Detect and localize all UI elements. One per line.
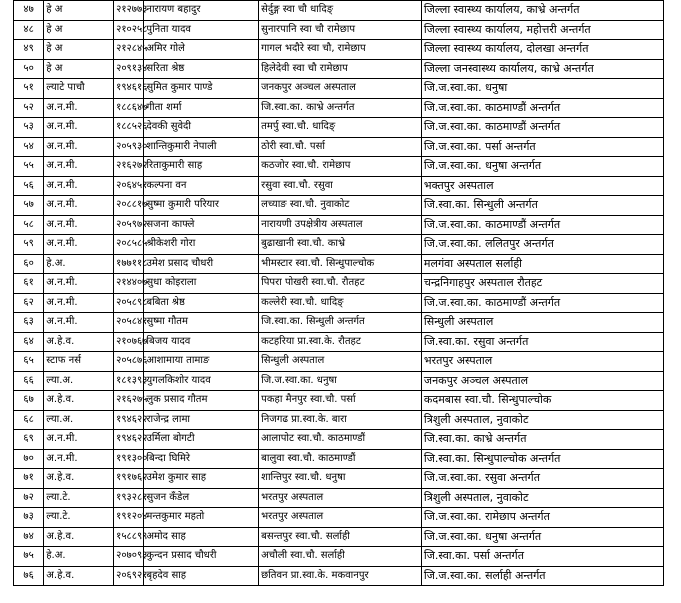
serial-number-cell: ७५	[14, 547, 44, 567]
transfer-office-cell: सिन्धुली अस्पताल	[421, 313, 663, 333]
transfer-office-cell: जि.स्वा.का. पर्सा अन्तर्गत	[421, 547, 663, 567]
staff-code-cell: १९४६१६	[114, 79, 144, 99]
employee-name-cell: सुधा कोइराला	[144, 274, 259, 294]
employee-name-cell: सुमित कुमार पाण्डे	[144, 79, 259, 99]
table-row	[14, 547, 664, 567]
serial-number-cell: ७३	[14, 508, 44, 528]
current-office-cell: जि.ज.स्वा.का. धनुषा	[259, 371, 422, 391]
staff-code-cell: १९१७६२	[114, 469, 144, 489]
post-cell: ल्याटे पाचौ	[44, 79, 114, 99]
current-office-cell: सुनारपानि स्वा चौ रामेछाप	[259, 20, 422, 40]
transfer-office-cell: जिल्ला स्वास्थ्य कार्यालय, काभ्रे अन्तर्गत	[421, 1, 663, 21]
transfer-office-cell: चन्द्रनिगाहपुर अस्पताल रौतहट	[421, 274, 663, 294]
serial-number-cell: ७१	[14, 469, 44, 489]
staff-code-cell: १८१३९३	[114, 371, 144, 391]
table-row	[14, 410, 664, 430]
post-cell: अ.न.मी.	[44, 274, 114, 294]
serial-number-cell: ५४	[14, 137, 44, 157]
post-cell: अ.न.मी.	[44, 137, 114, 157]
transfer-office-cell: जि.स्वा.का. रसुवा अन्तर्गत	[421, 332, 663, 352]
employee-name-cell: देवकी सुवेदी	[144, 118, 259, 138]
transfer-office-cell: कदमबास स्वा.चौ. सिन्धुपाल्चोक	[421, 391, 663, 411]
transfer-office-cell: जि.स्वा.का. सिन्धुली अन्तर्गत	[421, 196, 663, 216]
current-office-cell: बसन्तपुर स्वा.चौ. सर्लाही	[259, 527, 422, 547]
table-row	[14, 59, 664, 79]
staff-code-cell: २०५८४१	[114, 313, 144, 333]
table-row	[14, 293, 664, 313]
post-cell: अ.हे.व.	[44, 332, 114, 352]
current-office-cell: भरतपुर अस्पताल	[259, 508, 422, 528]
table-row	[14, 235, 664, 255]
current-office-cell: गागल भदौरे स्वा चौ, रामेछाप	[259, 40, 422, 60]
post-cell: अ.न.मी.	[44, 430, 114, 450]
table-row	[14, 391, 664, 411]
transfer-office-cell: त्रिशुली अस्पताल, नुवाकोट	[421, 410, 663, 430]
table-row	[14, 332, 664, 352]
serial-number-cell: ७०	[14, 449, 44, 469]
serial-number-cell: ५२	[14, 98, 44, 118]
employee-name-cell: शान्तिकुमारी नेपाली	[144, 137, 259, 157]
table-row	[14, 449, 664, 469]
post-cell: स्टाफ नर्स	[44, 352, 114, 372]
transfer-table-body	[14, 1, 664, 586]
current-office-cell: आलापोट स्वा.चौ. काठमाण्डौं	[259, 430, 422, 450]
employee-name-cell: राजेन्द्र लामा	[144, 410, 259, 430]
employee-name-cell: बृहदेव साह	[144, 566, 259, 586]
table-row	[14, 98, 664, 118]
serial-number-cell: ४७	[14, 1, 44, 21]
serial-number-cell: ५९	[14, 235, 44, 255]
current-office-cell: कल्लेरी स्वा.चौ. धादिङ्	[259, 293, 422, 313]
employee-name-cell: नारायण बहादुर	[144, 1, 259, 21]
post-cell: अ.हे.व.	[44, 469, 114, 489]
staff-code-cell: १९३२८१	[114, 488, 144, 508]
employee-name-cell: आशामाया तामाङ	[144, 352, 259, 372]
table-row	[14, 508, 664, 528]
current-office-cell: कटहरिया प्रा.स्वा.के. रौतहट	[259, 332, 422, 352]
staff-code-cell: २१६२७५	[114, 391, 144, 411]
post-cell: अ.न.मी.	[44, 215, 114, 235]
employee-name-cell: पुनिता यादव	[144, 20, 259, 40]
post-cell: अ.न.मी.	[44, 235, 114, 255]
table-row	[14, 527, 664, 547]
table-row	[14, 118, 664, 138]
transfer-office-cell: जि.ज.स्वा.का. काठमाण्डौं अन्तर्गत	[421, 293, 663, 313]
staff-code-cell: २०८८१७	[114, 196, 144, 216]
serial-number-cell: ६७	[14, 391, 44, 411]
post-cell: ल्या.टे.	[44, 488, 114, 508]
employee-name-cell: मन्तकुमार महतो	[144, 508, 259, 528]
post-cell: हे.अ.	[44, 547, 114, 567]
post-cell: अ.हे.व.	[44, 527, 114, 547]
transfer-office-cell: भक्तपुर अस्पताल	[421, 176, 663, 196]
employee-name-cell: कल्पना वन	[144, 176, 259, 196]
employee-name-cell: अमोद साह	[144, 527, 259, 547]
staff-code-cell: १७७११८	[114, 254, 144, 274]
post-cell: हे अ	[44, 1, 114, 21]
current-office-cell: अचौली स्वा.चौ. सर्लाही	[259, 547, 422, 567]
table-row	[14, 313, 664, 333]
current-office-cell: सेर्दुङ्ग स्वा चौ धादिङ्	[259, 1, 422, 21]
employee-name-cell: श्रीकेशरी गोरा	[144, 235, 259, 255]
current-office-cell: पकहा मैनपुर स्वा.चौ. पर्सा	[259, 391, 422, 411]
serial-number-cell: ७६	[14, 566, 44, 586]
transfer-office-cell: जि.ज.स्वा.का. धनुषा अन्तर्गत	[421, 527, 663, 547]
transfer-office-cell: जि.ज.स्वा.का. रसुवा अन्तर्गत	[421, 469, 663, 489]
transfer-table	[13, 0, 664, 586]
current-office-cell: जि.स्वा.का. सिन्धुली अन्तर्गत	[259, 313, 422, 333]
transfer-office-cell: जिल्ला स्वास्थ्य कार्यालय, महोत्तरी अन्तर्गत	[421, 20, 663, 40]
serial-number-cell: ४९	[14, 40, 44, 60]
current-office-cell: भीमस्टार स्वा.चौ. सिन्धुपाल्चोक	[259, 254, 422, 274]
current-office-cell: हिलेदेवी स्वा चौ रामेछाप	[259, 59, 422, 79]
employee-name-cell: सुष्मा कुमारी परियार	[144, 196, 259, 216]
post-cell: अ.न.मी.	[44, 196, 114, 216]
staff-code-cell: २०८५८५	[114, 235, 144, 255]
transfer-office-cell: जि.ज.स्वा.का. काठमाण्डौं अन्तर्गत	[421, 215, 663, 235]
staff-code-cell: २०७०९३	[114, 547, 144, 567]
serial-number-cell: ६३	[14, 313, 44, 333]
current-office-cell: लच्याङ स्वा.चौ. नुवाकोट	[259, 196, 422, 216]
table-row	[14, 566, 664, 586]
employee-name-cell: उर्मिला बोगटी	[144, 430, 259, 450]
staff-code-cell: २०५८७६	[114, 352, 144, 372]
serial-number-cell: ६६	[14, 371, 44, 391]
staff-code-cell: १८८६४७	[114, 98, 144, 118]
post-cell: ल्या.टे.	[44, 508, 114, 528]
table-row	[14, 176, 664, 196]
serial-number-cell: ७४	[14, 527, 44, 547]
serial-number-cell: ५७	[14, 196, 44, 216]
table-row	[14, 196, 664, 216]
current-office-cell: छतिवन प्रा.स्वा.के. मकवानपुर	[259, 566, 422, 586]
staff-code-cell: १८८५२६	[114, 118, 144, 138]
serial-number-cell: ५८	[14, 215, 44, 235]
post-cell: अ.न.मी.	[44, 449, 114, 469]
staff-code-cell: १९१२०४	[114, 508, 144, 528]
table-row	[14, 371, 664, 391]
table-row	[14, 469, 664, 489]
table-row	[14, 157, 664, 177]
post-cell: अ.न.मी.	[44, 157, 114, 177]
employee-name-cell: बिजय यादव	[144, 332, 259, 352]
serial-number-cell: ६५	[14, 352, 44, 372]
transfer-office-cell: जि.ज.स्वा.का. रामेछाप अन्तर्गत	[421, 508, 663, 528]
transfer-office-cell: जि.स्वा.का. काभ्रे अन्तर्गत	[421, 430, 663, 450]
current-office-cell: जनकपुर अञ्चल अस्पताल	[259, 79, 422, 99]
transfer-office-cell: जनकपुर अञ्चल अस्पताल	[421, 371, 663, 391]
serial-number-cell: ६२	[14, 293, 44, 313]
current-office-cell: भरतपुर अस्पताल	[259, 488, 422, 508]
post-cell: अ.न.मी.	[44, 313, 114, 333]
transfer-office-cell: जिल्ला जनस्वास्थ्य कार्यालय, काभ्रे अन्तर्गत	[421, 59, 663, 79]
current-office-cell: रसुवा स्वा.चौ. रसुवा	[259, 176, 422, 196]
current-office-cell: सिन्धुली अस्पताल	[259, 352, 422, 372]
employee-name-cell: कुन्दन प्रसाद चौधरी	[144, 547, 259, 567]
post-cell: अ.न.मी.	[44, 98, 114, 118]
table-row	[14, 40, 664, 60]
serial-number-cell: ५०	[14, 59, 44, 79]
transfer-list-sheet	[13, 0, 664, 580]
table-row	[14, 254, 664, 274]
current-office-cell: ठोरी स्वा.चौ. पर्सा	[259, 137, 422, 157]
employee-name-cell: सजना काफ्ले	[144, 215, 259, 235]
current-office-cell: निजगढ प्रा.स्वा.के. बारा	[259, 410, 422, 430]
staff-code-cell: १५८८९९	[114, 527, 144, 547]
serial-number-cell: ६४	[14, 332, 44, 352]
staff-code-cell: २१६२७२	[114, 157, 144, 177]
staff-code-cell: २०५९७२	[114, 215, 144, 235]
post-cell: हे अ	[44, 40, 114, 60]
staff-code-cell: २०५९३०	[114, 137, 144, 157]
current-office-cell: बालुवा स्वा.चौ. काठमाण्डौं	[259, 449, 422, 469]
serial-number-cell: ६८	[14, 410, 44, 430]
table-row	[14, 20, 664, 40]
serial-number-cell: ५१	[14, 79, 44, 99]
employee-name-cell: सरिता श्रेष्ठ	[144, 59, 259, 79]
post-cell: ल्या.अ.	[44, 410, 114, 430]
table-row	[14, 430, 664, 450]
staff-code-cell: २०५८९८	[114, 293, 144, 313]
serial-number-cell: ५६	[14, 176, 44, 196]
transfer-office-cell: मलगंवा अस्पताल सर्लाही	[421, 254, 663, 274]
serial-number-cell: ७२	[14, 488, 44, 508]
serial-number-cell: ६१	[14, 274, 44, 294]
staff-code-cell: २०९१३४	[114, 59, 144, 79]
serial-number-cell: ६९	[14, 430, 44, 450]
employee-name-cell: युगलकिशोर यादव	[144, 371, 259, 391]
serial-number-cell: ४८	[14, 20, 44, 40]
employee-name-cell: बबिता श्रेष्ठ	[144, 293, 259, 313]
post-cell: हे अ	[44, 20, 114, 40]
employee-name-cell: उमेश कुमार साह	[144, 469, 259, 489]
staff-code-cell: २१०७६७	[114, 332, 144, 352]
post-cell: अ.हे.व.	[44, 566, 114, 586]
current-office-cell: कठजोर स्वा.चौ. रामेछाप	[259, 157, 422, 177]
transfer-office-cell: जिल्ला स्वास्थ्य कार्यालय, दोलखा अन्तर्गत	[421, 40, 663, 60]
employee-name-cell: रिताकुमारी साह	[144, 157, 259, 177]
transfer-office-cell: जि.ज.स्वा.का. काठमाण्डौं अन्तर्गत	[421, 118, 663, 138]
transfer-office-cell: त्रिशुली अस्पताल, नुवाकोट	[421, 488, 663, 508]
employee-name-cell: गीता शर्मा	[144, 98, 259, 118]
table-row	[14, 137, 664, 157]
staff-code-cell: २०६४५१	[114, 176, 144, 196]
employee-name-cell: अमिर गोले	[144, 40, 259, 60]
employee-name-cell: सुष्मा गौतम	[144, 313, 259, 333]
current-office-cell: नारायणी उपक्षेत्रीय अस्पताल	[259, 215, 422, 235]
post-cell: अ.न.मी.	[44, 118, 114, 138]
post-cell: अ.न.मी.	[44, 293, 114, 313]
staff-code-cell: २०६९२१	[114, 566, 144, 586]
post-cell: अ.हे.व.	[44, 391, 114, 411]
current-office-cell: शान्तिपुर स्वा.चौ. धनुषा	[259, 469, 422, 489]
current-office-cell: बुढाखानी स्वा.चौ. काभ्रे	[259, 235, 422, 255]
transfer-office-cell: जि.ज.स्वा.का. धनुषा अन्तर्गत	[421, 157, 663, 177]
transfer-office-cell: जि.ज.स्वा.का. सर्लाही अन्तर्गत	[421, 566, 663, 586]
employee-name-cell: लुक प्रसाद गौतम	[144, 391, 259, 411]
transfer-office-cell: भरतपुर अस्पताल	[421, 352, 663, 372]
staff-code-cell: १९४६२२	[114, 430, 144, 450]
transfer-office-cell: जि.ज.स्वा.का. धनुषा	[421, 79, 663, 99]
post-cell: अ.न.मी.	[44, 176, 114, 196]
staff-code-cell: २१२८४५	[114, 40, 144, 60]
current-office-cell: तमर्पु स्वा.चौ. धादिङ्	[259, 118, 422, 138]
staff-code-cell: १९४६२२	[114, 410, 144, 430]
current-office-cell: जि.स्वा.का. काभ्रे अन्तर्गत	[259, 98, 422, 118]
table-row	[14, 488, 664, 508]
table-row	[14, 215, 664, 235]
table-row	[14, 79, 664, 99]
post-cell: हे अ	[44, 59, 114, 79]
table-row	[14, 274, 664, 294]
serial-number-cell: ५३	[14, 118, 44, 138]
transfer-office-cell: जि.ज.स्वा.का. काठमाण्डौं अन्तर्गत	[421, 98, 663, 118]
post-cell: हे.अ.	[44, 254, 114, 274]
employee-name-cell: बिन्दा घिमिरे	[144, 449, 259, 469]
transfer-office-cell: जि.ज.स्वा.का. ललितपुर अन्तर्गत	[421, 235, 663, 255]
transfer-office-cell: जि.ज.स्वा.का. पर्सा अन्तर्गत	[421, 137, 663, 157]
serial-number-cell: ५५	[14, 157, 44, 177]
serial-number-cell: ६०	[14, 254, 44, 274]
transfer-office-cell: जि.स्वा.का. सिन्धुपाल्चोक अन्तर्गत	[421, 449, 663, 469]
current-office-cell: पिपरा पोखरी स्वा.चौ. रौतहट	[259, 274, 422, 294]
employee-name-cell: उमेश प्रसाद चौधरी	[144, 254, 259, 274]
post-cell: ल्या.अ.	[44, 371, 114, 391]
employee-name-cell: सुजन कँडेल	[144, 488, 259, 508]
staff-code-cell: २१०२५८	[114, 20, 144, 40]
staff-code-cell: २१४४०७	[114, 274, 144, 294]
table-row	[14, 1, 664, 21]
staff-code-cell: १९१३००	[114, 449, 144, 469]
table-row	[14, 352, 664, 372]
staff-code-cell: २१२७७३	[114, 1, 144, 21]
